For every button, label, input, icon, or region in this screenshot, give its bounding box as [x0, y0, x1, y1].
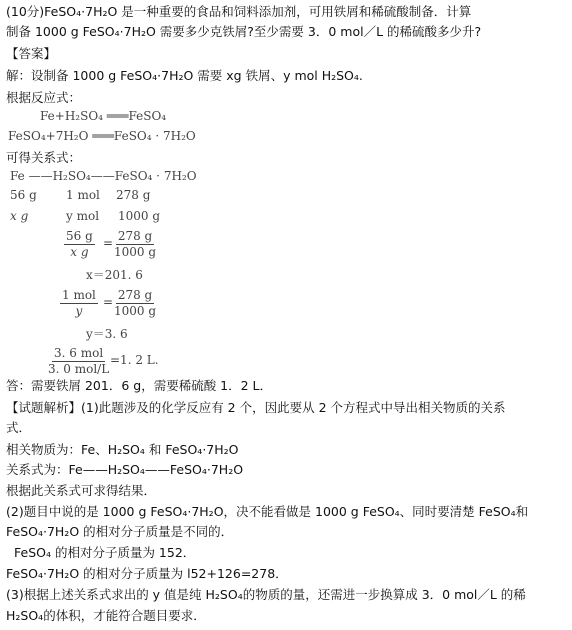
reaction-equation-2: FeSO₄+7H₂O ═══FeSO₄ · 7H₂O [8, 129, 196, 143]
fraction-2-numerator: 1 mol [62, 288, 96, 302]
fraction-1-right-denominator: 1000 g [114, 245, 157, 259]
known-feso4: 278 g [116, 188, 151, 202]
fraction-3-numerator: 3. 6 mol [54, 346, 104, 360]
solution-setup: 解：设制备 1000 g FeSO₄·7H₂O 需要 xg 铁屑、y mol H₂SO₄. [6, 68, 363, 83]
fraction-2-equals: = [103, 295, 114, 309]
reactions-label: 根据反应式： [6, 90, 82, 105]
analysis-line-8: FeSO₄ 的相对分子质量为 152． [14, 545, 196, 560]
fraction-1-numerator: 56 g [66, 229, 93, 243]
known-fe: 56 g [10, 188, 37, 202]
question-line-1: (10分)FeSO₄·7H₂O 是一种重要的食品和饲料添加剂，可用铁屑和稀硫酸制备．计算 [6, 4, 472, 19]
answer-header: 【答案】 [6, 46, 57, 61]
fraction-1-right [112, 229, 158, 260]
fraction-1-right-numerator: 278 g [117, 229, 153, 243]
fraction-2-left [60, 288, 98, 319]
fraction-2-right [112, 288, 158, 319]
relation-formula: Fe ——H₂SO₄——FeSO₄ · 7H₂O [10, 169, 197, 183]
fraction-3-denominator: 3. 0 mol/L [48, 362, 110, 376]
analysis-line-9: FeSO₄·7H₂O 的相对分子质量为 l52+126=278． [6, 566, 288, 581]
analysis-line-5: 根据此关系式可求得结果． [6, 483, 157, 498]
fraction-3-result: =1. 2 L. [110, 353, 159, 367]
relation-label: 可得关系式： [6, 150, 82, 165]
analysis-line-3: 相关物质为：Fe、H₂SO₄ 和 FeSO₄·7H₂O [6, 442, 239, 457]
fraction-1-left [64, 229, 95, 260]
y-result: y＝3. 6 [86, 327, 128, 341]
unknown-h2so4: y mol [66, 209, 100, 223]
unknown-fe: x g [10, 209, 29, 223]
analysis-line-4: 关系式为：Fe——H₂SO₄——FeSO₄·7H₂O [6, 462, 244, 477]
unknown-feso4: 1000 g [118, 209, 161, 223]
fraction-1-denominator: x g [70, 245, 89, 259]
analysis-line-6: (2)题目中说的是 1000 g FeSO₄·7H₂O，决不能看做是 1000 g FeSO₄、同时要清楚 FeSO₄和 [6, 504, 529, 519]
fraction-2-right-denominator: 1000 g [114, 304, 157, 318]
final-answer: 答：需要铁屑 201．6 g，需要稀硫酸 1．2 L． [6, 378, 273, 393]
analysis-line-1: 【试题解析】(1)此题涉及的化学反应有 2 个，因此要从 2 个方程式中导出相关物质的关系 [6, 400, 506, 415]
analysis-line-10: (3)根据上述关系式求出的 y 值是纯 H₂SO₄的物质的量，还需进一步换算成 3．0 mol／L 的稀 [6, 587, 526, 602]
fraction-1-equals: = [103, 236, 114, 250]
question-line-2: 制备 1000 g FeSO₄·7H₂O 需要多少克铁屑?至少需要 3．0 mol／L 的稀硫酸多少升? [6, 24, 482, 39]
reaction-equation-1: Fe+H₂SO₄ ═══FeSO₄ [40, 109, 167, 123]
x-result: x＝201. 6 [86, 268, 143, 282]
known-h2so4: 1 mol [66, 188, 100, 202]
analysis-line-11: H₂SO₄的体积，才能符合题目要求． [6, 608, 206, 623]
analysis-line-7: FeSO₄·7H₂O 的相对分子质量是不同的． [6, 524, 234, 539]
analysis-line-2: 式． [6, 420, 32, 435]
fraction-2-denominator: y [75, 304, 83, 318]
fraction-3 [46, 346, 111, 377]
fraction-2-right-numerator: 278 g [117, 288, 153, 302]
